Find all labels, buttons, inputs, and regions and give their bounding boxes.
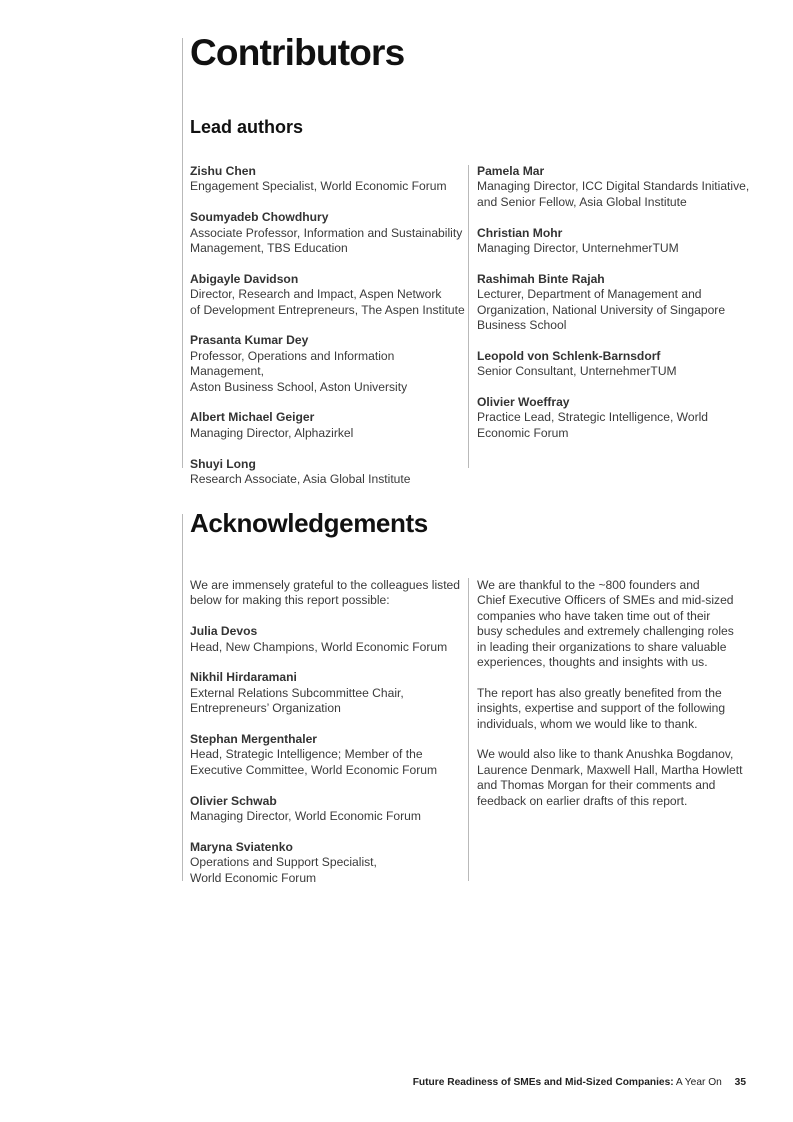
person-name: Rashimah Binte Rajah	[477, 271, 605, 286]
person-role-line: Operations and Support Specialist,	[190, 855, 377, 870]
lead-authors-heading: Lead authors	[190, 117, 304, 137]
person-entry	[477, 226, 752, 257]
paragraph-line: insights, expertise and support of the following	[477, 701, 726, 716]
person-name: Stephan Mergenthaler	[190, 732, 318, 747]
contributors-title: Contributors	[190, 32, 405, 73]
person-entry	[190, 457, 465, 488]
paragraph-line: Chief Executive Officers of SMEs and mid-sized	[477, 593, 734, 608]
person-name: Julia Devos	[190, 624, 258, 639]
person-role-line: Managing Director, World Economic Forum	[190, 809, 421, 824]
contributors-left-column	[190, 164, 465, 503]
intro-line: We are immensely grateful to the colleagues listed	[190, 578, 461, 592]
paragraph-line: companies who have taken time out of their	[477, 608, 711, 623]
person-role-line: Head, New Champions, World Economic Forum	[190, 639, 448, 654]
person-name: Leopold von Schlenk-Barnsdorf	[477, 348, 661, 363]
person-entry	[477, 272, 752, 334]
acknowledgement-paragraph	[477, 578, 752, 670]
person-entry	[190, 272, 465, 318]
person-name: Pamela Mar	[477, 164, 545, 178]
acknowledgements-right-column	[477, 578, 752, 824]
intro-line: below for making this report possible:	[190, 593, 390, 608]
paragraph-line: experiences, thoughts and insights with us.	[477, 655, 708, 670]
person-role-line: Entrepreneurs’ Organization	[190, 701, 341, 716]
acknowledgement-paragraph	[477, 747, 752, 809]
person-role-line: Managing Director, Alphazirkel	[190, 425, 354, 440]
paragraph-line: The report has also greatly benefited from the	[477, 685, 722, 700]
paragraph-line: busy schedules and extremely challenging roles	[477, 624, 734, 639]
acknowledgements-left-column	[190, 578, 465, 901]
person-role-line: Organization, National University of Singapore	[477, 302, 726, 317]
page-footer	[413, 1077, 746, 1088]
contributors-left-rule	[182, 38, 183, 468]
person-role-line: Economic Forum	[477, 425, 569, 440]
person-role-line: Aston Business School, Aston University	[190, 379, 408, 394]
person-role-line: Senior Consultant, UnternehmerTUM	[477, 364, 677, 379]
paragraph-line: We are thankful to the ~800 founders and	[477, 578, 700, 592]
person-role-line: World Economic Forum	[190, 870, 317, 885]
person-role-line: Lecturer, Department of Management and	[477, 287, 702, 302]
person-role-line: Managing Director, UnternehmerTUM	[477, 241, 679, 256]
person-entry	[190, 840, 465, 886]
person-name: Maryna Sviatenko	[190, 839, 293, 854]
person-entry	[190, 794, 465, 825]
acknowledgements-left-rule	[182, 514, 183, 881]
contributors-middle-rule	[468, 165, 469, 468]
paragraph-line: We would also like to thank Anushka Bogdanov,	[477, 747, 734, 762]
person-role-line: and Senior Fellow, Asia Global Institute	[477, 194, 687, 209]
person-entry	[190, 410, 465, 441]
person-role-line: Management, TBS Education	[190, 241, 348, 256]
person-name: Prasanta Kumar Dey	[190, 333, 309, 348]
person-role-line: Business School	[477, 318, 567, 333]
paragraph-line: Laurence Denmark, Maxwell Hall, Martha Howlett	[477, 762, 743, 777]
paragraph-line: in leading their organizations to share valuable	[477, 639, 727, 654]
acknowledgements-middle-rule	[468, 578, 469, 881]
paragraph-line: and Thomas Morgan for their comments and	[477, 778, 716, 793]
person-role-line: Managing Director, ICC Digital Standards Initiative,	[477, 179, 750, 194]
person-name: Soumyadeb Chowdhury	[190, 210, 329, 225]
person-entry	[190, 670, 465, 716]
paragraph-line: feedback on earlier drafts of this report.	[477, 793, 688, 808]
person-name: Albert Michael Geiger	[190, 410, 315, 425]
contributors-right-column	[477, 164, 752, 457]
acknowledgements-intro	[190, 578, 465, 609]
person-name: Abigayle Davidson	[190, 271, 299, 286]
person-role-line: Associate Professor, Information and Sustainability	[190, 225, 463, 240]
acknowledgement-paragraph	[477, 686, 752, 732]
person-name: Nikhil Hirdaramani	[190, 670, 297, 685]
person-name: Christian Mohr	[477, 225, 563, 240]
person-entry	[477, 349, 752, 380]
person-entry	[190, 210, 465, 256]
footer-report-subtitle: A Year On	[675, 1077, 722, 1088]
page-number: 35	[734, 1077, 746, 1088]
person-role-line: Executive Committee, World Economic Forum	[190, 762, 438, 777]
acknowledgements-title: Acknowledgements	[190, 508, 428, 538]
person-entry	[190, 164, 465, 195]
person-entry	[477, 395, 752, 441]
person-entry	[190, 624, 465, 655]
person-role-line: Research Associate, Asia Global Institute	[190, 472, 411, 487]
person-role-line: Director, Research and Impact, Aspen Network	[190, 287, 442, 302]
person-name: Zishu Chen	[190, 164, 256, 178]
person-entry	[190, 732, 465, 778]
person-role-line: of Development Entrepreneurs, The Aspen Institute	[190, 302, 465, 317]
person-role-line: Head, Strategic Intelligence; Member of the	[190, 747, 423, 762]
person-role-line: Professor, Operations and Information Management,	[190, 348, 395, 379]
person-role-line: External Relations Subcommittee Chair,	[190, 685, 404, 700]
footer-report-title: Future Readiness of SMEs and Mid-Sized Companies:	[412, 1077, 674, 1088]
person-name: Olivier Woeffray	[477, 395, 570, 410]
person-role-line: Engagement Specialist, World Economic Forum	[190, 179, 447, 194]
person-entry	[477, 164, 752, 210]
person-role-line: Practice Lead, Strategic Intelligence, World	[477, 410, 709, 425]
paragraph-line: individuals, whom we would like to thank.	[477, 716, 698, 731]
person-name: Shuyi Long	[190, 456, 256, 471]
person-entry	[190, 333, 465, 395]
person-name: Olivier Schwab	[190, 793, 277, 808]
